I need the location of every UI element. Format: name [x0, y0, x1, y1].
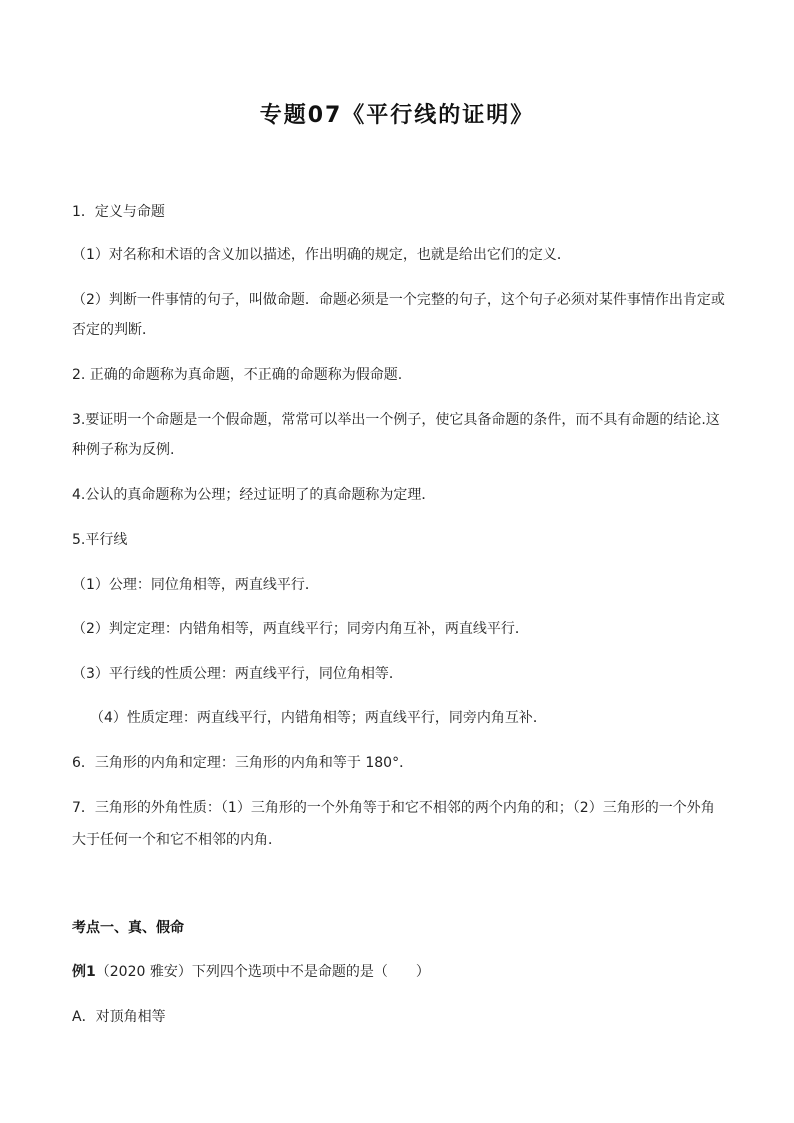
item-4: 4.公认的真命题称为公理；经过证明了的真命题称为定理．: [72, 487, 436, 503]
item-1-2-line-1: （2）判断一件事情的句子，叫做命题．命题必须是一个完整的句子，这个句子必须对某件事情作出肯定或: [72, 292, 725, 308]
section-heading: 考点一、真、假命: [72, 920, 184, 936]
item-1-1: （1）对名称和术语的含义加以描述，作出明确的规定，也就是给出它们的定义．: [72, 247, 571, 263]
item-5-1: （1）公理：同位角相等，两直线平行．: [72, 577, 319, 593]
item-5-2: （2）判定定理：内错角相等，两直线平行；同旁内角互补，两直线平行．: [72, 621, 529, 637]
option-a: A．对顶角相等: [72, 1009, 166, 1025]
item-7-line-1: 7．三角形的外角性质：（1）三角形的一个外角等于和它不相邻的两个内角的和；（2）三角形的一个外角: [72, 800, 715, 816]
item-5-heading: 5.平行线: [72, 532, 128, 548]
example-1: [72, 962, 732, 982]
item-3-line-1: 3.要证明一个命题是一个假命题，常常可以举出一个例子，使它具备命题的条件，而不具有命题的结论.这: [72, 412, 720, 428]
example-question: （2020 雅安）下列四个选项中不是命题的是（ ）: [95, 964, 430, 980]
item-1-2-line-2: 否定的判断．: [72, 322, 156, 338]
item-3-line-2: 种例子称为反例.: [72, 442, 175, 458]
item-7-line-2: 大于任何一个和它不相邻的内角．: [72, 832, 282, 848]
item-1-heading: 1．定义与命题: [72, 204, 165, 220]
page-title: 专题07《平行线的证明》: [259, 103, 535, 128]
item-5-4: （4）性质定理：两直线平行，内错角相等；两直线平行，同旁内角互补．: [90, 710, 547, 726]
item-5-3: （3）平行线的性质公理：两直线平行，同位角相等．: [72, 666, 403, 682]
item-2: 2. 正确的命题称为真命题，不正确的命题称为假命题.: [72, 367, 403, 383]
item-6: 6．三角形的内角和定理：三角形的内角和等于 180°．: [72, 755, 414, 771]
example-label: 例1: [72, 964, 96, 980]
